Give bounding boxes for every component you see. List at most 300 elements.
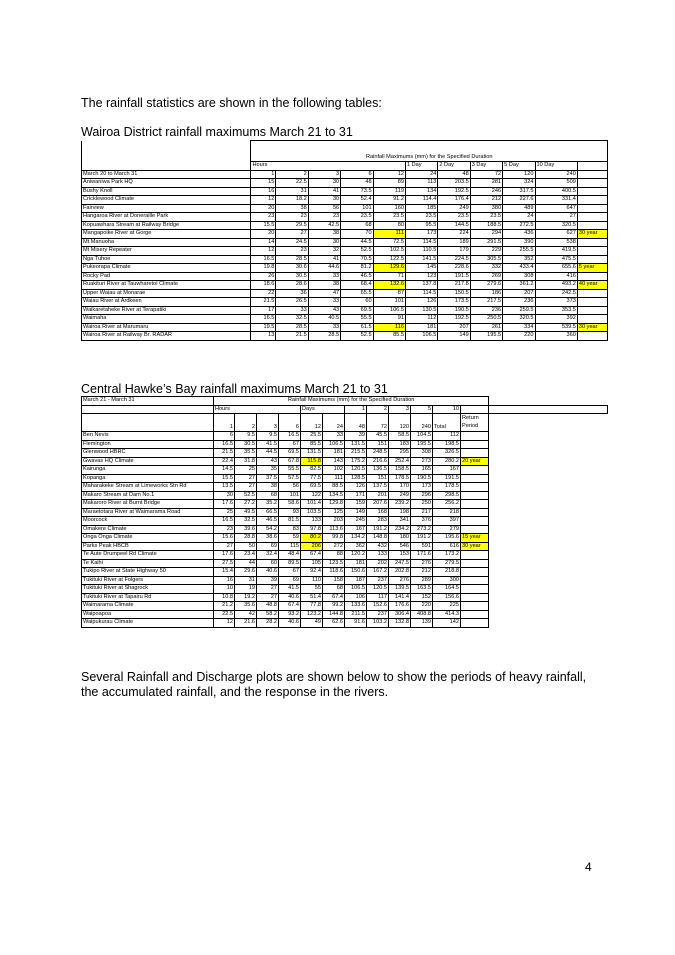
hour-header: 3 bbox=[257, 414, 279, 432]
value-cell: 106.5 bbox=[405, 332, 437, 341]
value-cell: 408.8 bbox=[411, 610, 433, 619]
value-cell: 17.6 bbox=[214, 500, 235, 509]
value-cell: 29.6 bbox=[235, 568, 257, 577]
return-period bbox=[461, 440, 489, 449]
site-name: Omakere Climate bbox=[82, 525, 214, 534]
value-cell: 144.5 bbox=[438, 221, 470, 230]
value-cell: 294 bbox=[470, 230, 502, 239]
value-cell: 165 bbox=[411, 466, 433, 475]
value-cell: 159 bbox=[345, 500, 367, 509]
table-row bbox=[82, 298, 608, 307]
table-row bbox=[82, 306, 608, 315]
value-cell: 178.5 bbox=[389, 474, 411, 483]
site-name: Makaro Stream at Dam No.1 bbox=[82, 491, 214, 500]
site-name: Moorcock bbox=[82, 517, 214, 526]
value-cell: 188.5 bbox=[470, 221, 502, 230]
value-cell: 317.5 bbox=[503, 187, 535, 196]
value-cell: 82.5 bbox=[301, 466, 323, 475]
value-cell: 218 bbox=[433, 508, 461, 517]
value-cell: 23.5 bbox=[470, 213, 502, 222]
value-cell: 111 bbox=[323, 474, 345, 483]
value-cell: 158.5 bbox=[389, 466, 411, 475]
return-period bbox=[461, 551, 489, 560]
value-cell: 115 bbox=[279, 542, 301, 551]
value-cell: 141.4 bbox=[389, 593, 411, 602]
value-cell: 58.5 bbox=[389, 432, 411, 441]
value-cell: 289 bbox=[411, 576, 433, 585]
table-row bbox=[82, 517, 608, 526]
value-cell: 41 bbox=[308, 187, 340, 196]
site-name: Mt Misery Repeater bbox=[82, 247, 251, 256]
value-cell: 19.8 bbox=[251, 264, 276, 273]
value-cell: 390 bbox=[503, 238, 535, 247]
value-cell: 279 bbox=[433, 525, 461, 534]
day-label: 10 Day bbox=[535, 162, 577, 171]
value-cell: 93 bbox=[279, 508, 301, 517]
value-cell: 239.2 bbox=[389, 500, 411, 509]
site-name: Ruakituri River at Tauwharetoi Climate bbox=[82, 281, 251, 290]
value-cell: 126 bbox=[345, 483, 367, 492]
return-period bbox=[461, 610, 489, 619]
table-header-row bbox=[82, 405, 608, 414]
value-cell: 296 bbox=[411, 491, 433, 500]
value-cell: 48.8 bbox=[257, 602, 279, 611]
value-cell: 217 bbox=[411, 508, 433, 517]
site-name: Wairoa River at Marumaru bbox=[82, 323, 251, 332]
value-cell: 291.5 bbox=[470, 238, 502, 247]
table-row bbox=[82, 551, 608, 560]
value-cell: 12 bbox=[214, 619, 235, 628]
value-cell: 352 bbox=[503, 255, 535, 264]
value-cell: 12 bbox=[251, 247, 276, 256]
return-period bbox=[461, 466, 489, 475]
value-cell: 132.6 bbox=[373, 281, 405, 290]
value-cell: 43 bbox=[257, 457, 279, 466]
value-cell: 250.5 bbox=[470, 315, 502, 324]
value-cell: 38 bbox=[308, 230, 340, 239]
value-cell: 28.8 bbox=[235, 534, 257, 543]
value-cell: 35 bbox=[257, 466, 279, 475]
value-cell: 22 bbox=[251, 289, 276, 298]
value-cell: 192.5 bbox=[438, 187, 470, 196]
value-cell: 102 bbox=[323, 466, 345, 475]
day-number: 3 bbox=[389, 405, 411, 414]
value-cell: 224 bbox=[438, 230, 470, 239]
value-cell: 27.2 bbox=[235, 500, 257, 509]
hours-label: Hours bbox=[251, 162, 405, 171]
value-cell: 242.5 bbox=[535, 289, 577, 298]
value-cell: 48 bbox=[341, 179, 373, 188]
value-cell: 167.2 bbox=[367, 568, 389, 577]
value-cell: 27 bbox=[214, 542, 235, 551]
value-cell: 20 bbox=[251, 204, 276, 213]
site-name: Tukituki River at Shagrock bbox=[82, 585, 214, 594]
value-cell: 23.5 bbox=[341, 213, 373, 222]
value-cell: 139 bbox=[411, 619, 433, 628]
value-cell: 27.5 bbox=[214, 559, 235, 568]
value-cell: 176.6 bbox=[389, 602, 411, 611]
site-name: Waiau River at Ardkeen bbox=[82, 298, 251, 307]
value-cell: 143 bbox=[323, 457, 345, 466]
value-cell: 276 bbox=[411, 559, 433, 568]
value-cell: 24 bbox=[503, 213, 535, 222]
value-cell: 60 bbox=[341, 298, 373, 307]
site-name: Waimarama Climate bbox=[82, 602, 214, 611]
value-cell: 489 bbox=[503, 204, 535, 213]
return-period bbox=[577, 238, 607, 247]
value-cell: 116 bbox=[373, 323, 405, 332]
site-name: Onga Onga Climate bbox=[82, 534, 214, 543]
value-cell: 112 bbox=[433, 432, 461, 441]
value-cell: 139.5 bbox=[389, 585, 411, 594]
value-cell: 167 bbox=[345, 525, 367, 534]
value-cell: 31.8 bbox=[235, 457, 257, 466]
value-cell: 112 bbox=[405, 315, 437, 324]
intro-text: The rainfall statistics are shown in the following tables: bbox=[81, 96, 382, 110]
site-name: Tukituki River at Tapairu Rd bbox=[82, 593, 214, 602]
site-name: Waikaretaheke River at Terapatiki bbox=[82, 306, 251, 315]
value-cell: 21.6 bbox=[235, 619, 257, 628]
value-cell: 81.2 bbox=[341, 264, 373, 273]
chb-rainfall-table bbox=[81, 396, 608, 628]
value-cell: 334 bbox=[503, 323, 535, 332]
return-period bbox=[461, 491, 489, 500]
days-label: Days bbox=[301, 405, 345, 414]
return-period bbox=[461, 432, 489, 441]
value-cell: 416 bbox=[535, 272, 577, 281]
table-row bbox=[82, 187, 608, 196]
value-cell: 55.5 bbox=[279, 466, 301, 475]
value-cell: 93.2 bbox=[279, 610, 301, 619]
value-cell: 70.5 bbox=[341, 255, 373, 264]
value-cell: 134.5 bbox=[323, 491, 345, 500]
value-cell: 97.8 bbox=[301, 525, 323, 534]
value-cell: 173.2 bbox=[433, 551, 461, 560]
site-name: Maharakeke Stream at Limeworks Stn Rd bbox=[82, 483, 214, 492]
value-cell: 281 bbox=[470, 179, 502, 188]
value-cell: 249 bbox=[438, 204, 470, 213]
value-cell: 237 bbox=[367, 576, 389, 585]
table-row bbox=[82, 255, 608, 264]
value-cell: 24.5 bbox=[276, 238, 308, 247]
return-period-header bbox=[461, 414, 489, 432]
value-cell: 227.6 bbox=[503, 196, 535, 205]
table-row bbox=[82, 247, 608, 256]
hour-header: 1 bbox=[251, 170, 276, 179]
table-row bbox=[82, 221, 608, 230]
wairoa-heading: Wairoa District rainfall maximums March 21 to 31 bbox=[81, 125, 353, 139]
value-cell: 145 bbox=[405, 264, 437, 273]
value-cell: 509 bbox=[535, 179, 577, 188]
value-cell: 114.5 bbox=[405, 238, 437, 247]
value-cell: 30 bbox=[214, 491, 235, 500]
value-cell: 118.6 bbox=[323, 568, 345, 577]
day-label: 2 Day bbox=[438, 162, 470, 171]
value-cell: 25.5 bbox=[301, 432, 323, 441]
table-row bbox=[82, 576, 608, 585]
value-cell: 67.8 bbox=[279, 457, 301, 466]
value-cell: 414.3 bbox=[433, 610, 461, 619]
value-cell: 305.5 bbox=[470, 255, 502, 264]
table-row bbox=[82, 619, 608, 628]
value-cell: 203.5 bbox=[438, 179, 470, 188]
value-cell: 68 bbox=[323, 585, 345, 594]
value-cell: 15.4 bbox=[214, 568, 235, 577]
site-name: Kopanga bbox=[82, 474, 214, 483]
value-cell: 224.5 bbox=[438, 255, 470, 264]
value-cell: 33 bbox=[308, 323, 340, 332]
value-cell: 187 bbox=[345, 576, 367, 585]
value-cell: 283 bbox=[367, 517, 389, 526]
value-cell: 23 bbox=[308, 213, 340, 222]
value-cell: 52.4 bbox=[341, 196, 373, 205]
value-cell: 130.5 bbox=[405, 306, 437, 315]
value-cell: 69.5 bbox=[301, 483, 323, 492]
table-row bbox=[82, 593, 608, 602]
value-cell: 106 bbox=[345, 593, 367, 602]
value-cell: 120.2 bbox=[345, 551, 367, 560]
value-cell: 52.5 bbox=[341, 332, 373, 341]
value-cell: 353.5 bbox=[535, 306, 577, 315]
site-name: Kopuawhara Stream at Railway Bridge bbox=[82, 221, 251, 230]
value-cell: 217.8 bbox=[438, 281, 470, 290]
value-cell: 627 bbox=[535, 230, 577, 239]
value-cell: 69.5 bbox=[279, 449, 301, 458]
site-name: Aniwaniwa Park HQ bbox=[82, 179, 251, 188]
value-cell: 133 bbox=[301, 517, 323, 526]
site-name: Flemington bbox=[82, 440, 214, 449]
value-cell: 538 bbox=[535, 238, 577, 247]
value-cell: 158 bbox=[323, 576, 345, 585]
value-cell: 33 bbox=[323, 432, 345, 441]
value-cell: 163.5 bbox=[411, 585, 433, 594]
value-cell: 229 bbox=[470, 247, 502, 256]
value-cell: 92.4 bbox=[301, 568, 323, 577]
hours-label: Hours bbox=[214, 405, 301, 414]
value-cell: 131.5 bbox=[345, 440, 367, 449]
value-cell: 80 bbox=[373, 221, 405, 230]
site-name: Maraetotara River at Waimarama Road bbox=[82, 508, 214, 517]
value-cell: 43 bbox=[308, 306, 340, 315]
site-name: Waimaha bbox=[82, 315, 251, 324]
value-cell: 376 bbox=[411, 517, 433, 526]
value-cell: 81.5 bbox=[279, 517, 301, 526]
site-name: Mangapoike River at Gorge bbox=[82, 230, 251, 239]
table-row bbox=[82, 610, 608, 619]
value-cell: 67.4 bbox=[279, 602, 301, 611]
value-cell: 25 bbox=[214, 508, 235, 517]
value-cell: 181 bbox=[405, 323, 437, 332]
value-cell: 47 bbox=[308, 289, 340, 298]
value-cell: 52.5 bbox=[235, 491, 257, 500]
value-cell: 68.4 bbox=[341, 281, 373, 290]
value-cell: 22.5 bbox=[214, 610, 235, 619]
table-row bbox=[82, 559, 608, 568]
value-cell: 181 bbox=[345, 559, 367, 568]
value-cell: 114.5 bbox=[405, 289, 437, 298]
value-cell: 125 bbox=[323, 508, 345, 517]
value-cell: 68 bbox=[257, 491, 279, 500]
site-name: Gwavas HQ Climate bbox=[82, 457, 214, 466]
value-cell: 46.5 bbox=[257, 517, 279, 526]
value-cell: 18.6 bbox=[251, 281, 276, 290]
value-cell: 46.5 bbox=[341, 272, 373, 281]
value-cell: 273 bbox=[411, 457, 433, 466]
value-cell: 131.5 bbox=[301, 449, 323, 458]
site-name: Waipoapoa bbox=[82, 610, 214, 619]
table-row bbox=[82, 264, 608, 273]
site-name: Tukipo River at State Highway 50 bbox=[82, 568, 214, 577]
table-row bbox=[82, 466, 608, 475]
value-cell: 149 bbox=[438, 332, 470, 341]
value-cell: 246 bbox=[470, 187, 502, 196]
value-cell: 20 bbox=[251, 230, 276, 239]
table-row bbox=[82, 449, 608, 458]
value-cell: 236 bbox=[470, 306, 502, 315]
value-cell: 66.5 bbox=[257, 508, 279, 517]
value-cell: 137.8 bbox=[405, 281, 437, 290]
table-cell bbox=[489, 405, 608, 414]
value-cell: 22.5 bbox=[276, 179, 308, 188]
value-cell: 186 bbox=[470, 289, 502, 298]
value-cell: 247.5 bbox=[389, 559, 411, 568]
value-cell: 115.8 bbox=[301, 457, 323, 466]
value-cell: 191.2 bbox=[367, 525, 389, 534]
value-cell: 113 bbox=[405, 179, 437, 188]
value-cell: 217.5 bbox=[470, 298, 502, 307]
value-cell: 89.5 bbox=[279, 559, 301, 568]
value-cell: 129.6 bbox=[373, 264, 405, 273]
value-cell: 306.4 bbox=[389, 610, 411, 619]
value-cell: 136.5 bbox=[367, 466, 389, 475]
return-period bbox=[461, 525, 489, 534]
value-cell: 28.2 bbox=[257, 619, 279, 628]
return-period: 30 year bbox=[461, 542, 489, 551]
value-cell: 91.2 bbox=[373, 196, 405, 205]
hour-header: 24 bbox=[323, 414, 345, 432]
value-cell: 106.5 bbox=[373, 306, 405, 315]
site-name: Pukeorapa Climate bbox=[82, 264, 251, 273]
value-cell: 255.5 bbox=[503, 247, 535, 256]
value-cell: 220 bbox=[411, 602, 433, 611]
value-cell: 39 bbox=[257, 576, 279, 585]
site-name: Cricklewood Climate bbox=[82, 196, 251, 205]
value-cell: 18.2 bbox=[276, 196, 308, 205]
value-cell: 12 bbox=[251, 196, 276, 205]
value-cell: 211.5 bbox=[345, 610, 367, 619]
value-cell: 341 bbox=[389, 517, 411, 526]
value-cell: 13 bbox=[251, 332, 276, 341]
value-cell: 30 bbox=[308, 238, 340, 247]
value-cell: 167 bbox=[433, 466, 461, 475]
value-cell: 101.4 bbox=[301, 500, 323, 509]
value-cell: 49.5 bbox=[235, 508, 257, 517]
site-name: Makaroro River at Burnt Bridge bbox=[82, 500, 214, 509]
value-cell: 190.5 bbox=[438, 306, 470, 315]
value-cell: 14.5 bbox=[214, 466, 235, 475]
value-cell: 72.5 bbox=[373, 238, 405, 247]
value-cell: 192.5 bbox=[438, 315, 470, 324]
table-header-row bbox=[82, 162, 608, 171]
value-cell: 170 bbox=[389, 483, 411, 492]
value-cell: 180 bbox=[389, 534, 411, 543]
value-cell: 152.6 bbox=[367, 602, 389, 611]
value-cell: 28.5 bbox=[276, 323, 308, 332]
value-cell: 22.4 bbox=[214, 457, 235, 466]
value-cell: 41.5 bbox=[257, 440, 279, 449]
value-cell: 295 bbox=[389, 449, 411, 458]
value-cell: 39 bbox=[345, 432, 367, 441]
value-cell: 380 bbox=[470, 204, 502, 213]
value-cell: 40.5 bbox=[308, 315, 340, 324]
value-cell: 30 bbox=[308, 179, 340, 188]
value-cell: 36 bbox=[276, 289, 308, 298]
hour-header: 120 bbox=[503, 170, 535, 179]
hour-header: 3 bbox=[308, 170, 340, 179]
table-cell bbox=[82, 414, 214, 432]
value-cell: 123 bbox=[405, 272, 437, 281]
value-cell: 202 bbox=[367, 559, 389, 568]
table-row bbox=[82, 534, 608, 543]
return-period bbox=[461, 619, 489, 628]
table-header-row bbox=[82, 170, 608, 179]
value-cell: 69 bbox=[257, 542, 279, 551]
value-cell: 30 bbox=[308, 196, 340, 205]
day-number: 1 bbox=[345, 405, 367, 414]
value-cell: 175.2 bbox=[345, 457, 367, 466]
value-cell: 55.5 bbox=[341, 315, 373, 324]
value-cell: 153 bbox=[389, 551, 411, 560]
page-number: 4 bbox=[585, 860, 592, 874]
value-cell: 27 bbox=[257, 585, 279, 594]
value-cell: 164.5 bbox=[433, 585, 461, 594]
value-cell: 212 bbox=[411, 568, 433, 577]
value-cell: 361.2 bbox=[503, 281, 535, 290]
value-cell: 142 bbox=[433, 619, 461, 628]
corner-label: March 21 - March 31 bbox=[82, 397, 214, 406]
site-name: Nga Tuhoe bbox=[82, 255, 251, 264]
value-cell: 144.8 bbox=[323, 610, 345, 619]
total-header: Total bbox=[433, 414, 461, 432]
value-cell: 16 bbox=[251, 187, 276, 196]
chb-heading: Central Hawke’s Bay rainfall maximums March 21 to 31 bbox=[81, 382, 388, 396]
value-cell: 89 bbox=[373, 179, 405, 188]
value-cell: 9.5 bbox=[257, 432, 279, 441]
value-cell: 57.5 bbox=[279, 474, 301, 483]
value-cell: 308 bbox=[503, 272, 535, 281]
value-cell: 203 bbox=[323, 517, 345, 526]
value-cell: 27 bbox=[235, 474, 257, 483]
value-cell: 133 bbox=[367, 551, 389, 560]
value-cell: 110.5 bbox=[405, 247, 437, 256]
return-period bbox=[577, 221, 607, 230]
value-cell: 67.4 bbox=[323, 593, 345, 602]
site-name: Kairunga bbox=[82, 466, 214, 475]
value-cell: 137.5 bbox=[367, 483, 389, 492]
value-cell: 35.5 bbox=[235, 449, 257, 458]
value-cell: 59 bbox=[279, 534, 301, 543]
value-cell: 160 bbox=[373, 204, 405, 213]
period-label: Period bbox=[462, 422, 479, 429]
value-cell: 259.5 bbox=[503, 306, 535, 315]
value-cell: 119 bbox=[373, 187, 405, 196]
site-name: Wairoa River at Railway Br. RADAR bbox=[82, 332, 251, 341]
value-cell: 68 bbox=[341, 221, 373, 230]
return-period bbox=[461, 474, 489, 483]
value-cell: 29.5 bbox=[276, 221, 308, 230]
value-cell: 16.5 bbox=[214, 440, 235, 449]
value-cell: 207 bbox=[503, 289, 535, 298]
